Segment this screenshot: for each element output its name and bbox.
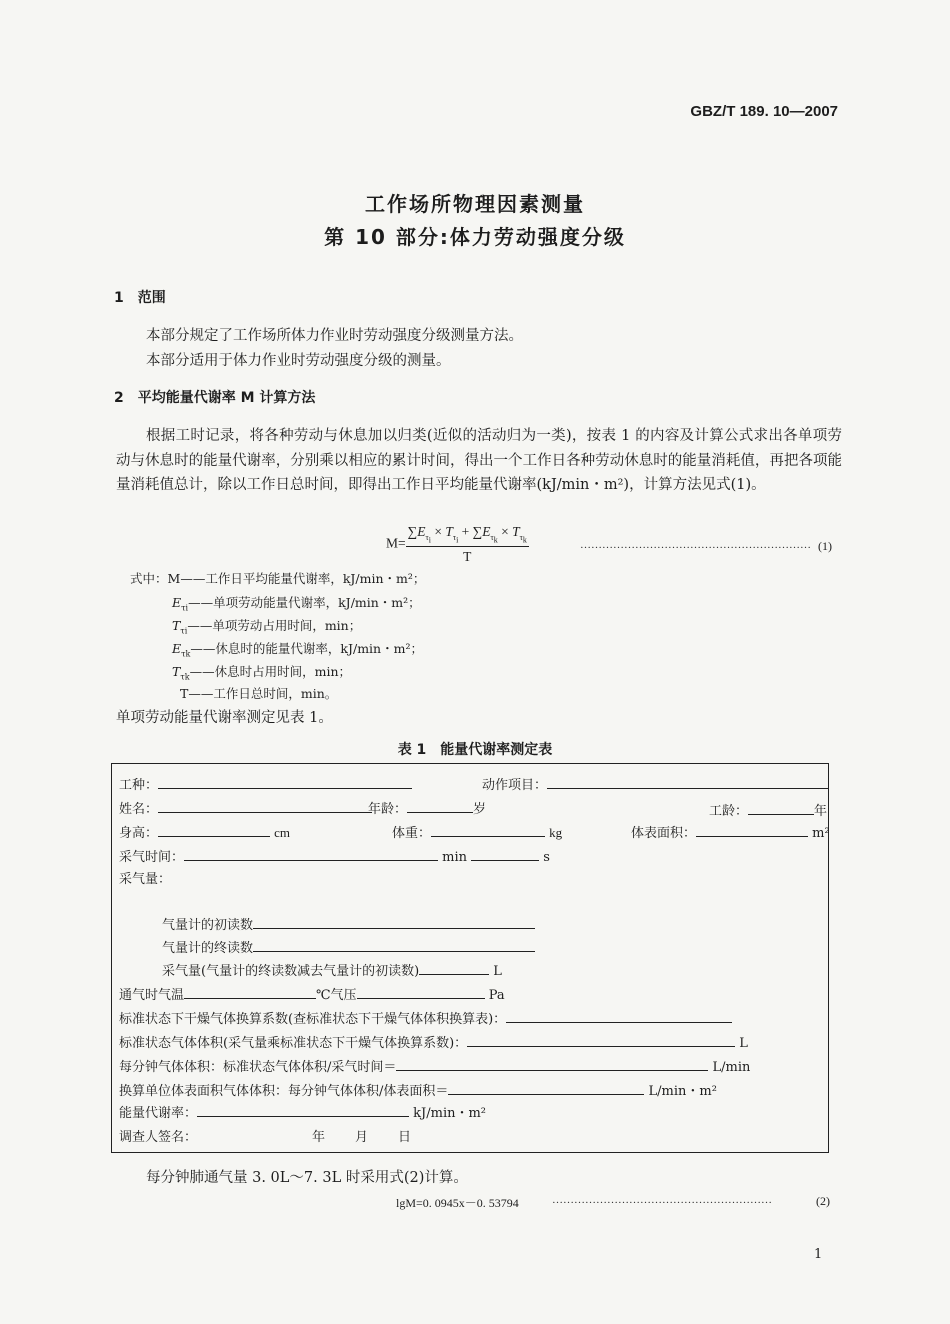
section-1-heading: 1 范围 bbox=[114, 290, 166, 306]
table-caption: 表 1 能量代谢率测定表 bbox=[397, 742, 553, 758]
formula-1-fraction bbox=[406, 524, 529, 565]
section-2-heading: 2 平均能量代谢率 M 计算方法 bbox=[114, 390, 316, 406]
seniority-field[interactable] bbox=[748, 802, 814, 815]
definition-e-tk: $E_{\tau k}——$休息时的能量代谢率，kJ/min・m²； bbox=[172, 641, 423, 659]
formula-1-dots: ……………………………………………………… bbox=[580, 539, 811, 551]
sampling-volume-label: 采气量： bbox=[119, 872, 172, 887]
definition-t-tk: $T_{\tau k}——$休息时占用时间，min； bbox=[172, 664, 352, 682]
page-number: 1 bbox=[814, 1247, 823, 1262]
age-row: 年龄： 岁 bbox=[368, 802, 487, 817]
name-row: 姓名： bbox=[119, 798, 372, 817]
title-line-1: 工作场所物理因素测量 bbox=[365, 192, 585, 216]
sampling-time-min-field[interactable] bbox=[184, 848, 438, 861]
formula-2-number: (2) bbox=[816, 1194, 830, 1208]
section-1-para-1: 本部分规定了工作场所体力作业时劳动强度分级测量方法。 bbox=[146, 328, 523, 344]
per-minute-field[interactable] bbox=[396, 1058, 708, 1071]
formula-1-number: (1) bbox=[818, 539, 832, 553]
date-row: 年 月 日 bbox=[312, 1130, 412, 1145]
meter-initial-row: 气量计的初读数 bbox=[162, 914, 535, 933]
std-volume-row: 标准状态气体体积(采气量乘标准状态下干燥气体换算系数)： L bbox=[119, 1036, 748, 1051]
meter-final-field[interactable] bbox=[253, 939, 535, 952]
std-volume-field[interactable] bbox=[467, 1034, 735, 1047]
standard-code: GBZ/T 189. 10—2007 bbox=[690, 103, 838, 120]
title-line-2: 第 10 部分:体力劳动强度分级 bbox=[324, 225, 626, 249]
pressure-field[interactable] bbox=[357, 986, 485, 999]
job-type-field[interactable] bbox=[158, 776, 412, 789]
name-field[interactable] bbox=[158, 800, 372, 813]
volume-calc-row: 采气量(气量计的终读数减去气量计的初读数) L bbox=[162, 964, 502, 979]
definition-t-ti: $T_{\tau i}——$单项劳动占用时间，min； bbox=[172, 618, 362, 636]
section-1-para-2: 本部分适用于体力作业时劳动强度分级的测量。 bbox=[146, 353, 451, 369]
section-2-paragraph: 根据工时记录，将各种劳动与休息加以归类(近似的活动归为一类)，按表 1 的内容及计算公式求出各单项劳动与休息时的能量代谢率，分别乘以相应的累计时间，得出一个工作日各种劳动休息时的能量消耗值，再把各项能量消耗值总计，除以工作日总时间，即得出工作日平均能量代谢率(kJ/min・m²)，计算方法见式(1)。 bbox=[116, 428, 842, 493]
formula-1-denominator: T bbox=[463, 549, 472, 565]
definition-t: T——工作日总时间，min。 bbox=[180, 686, 338, 701]
metabolic-rate-field[interactable] bbox=[197, 1104, 409, 1117]
formula-1 bbox=[386, 524, 529, 565]
std-factor-field[interactable] bbox=[506, 1010, 732, 1023]
weight-row: 体重： kg bbox=[392, 825, 563, 841]
def-symbol-M: M bbox=[167, 571, 181, 586]
formula-2-dots: …………………………………………………… bbox=[552, 1194, 772, 1206]
meter-initial-field[interactable] bbox=[253, 916, 535, 929]
per-area-field[interactable] bbox=[448, 1082, 644, 1095]
action-item-field[interactable] bbox=[547, 776, 829, 789]
formula-2: lgM=0. 0945x－0. 53794 bbox=[396, 1196, 519, 1210]
per-area-row: 换算单位体表面积气体体积：每分钟气体体积/体表面积＝ L/min・m² bbox=[119, 1084, 717, 1099]
footer-paragraph: 每分钟肺通气量 3. 0L～7. 3L 时采用式(2)计算。 bbox=[146, 1170, 468, 1186]
metabolic-rate-row: 能量代谢率： kJ/min・m² bbox=[119, 1106, 487, 1121]
table-note: 单项劳动能量代谢率测定见表 1。 bbox=[116, 710, 333, 726]
formula-1-lhs: M= bbox=[386, 535, 406, 551]
volume-calc-field[interactable] bbox=[419, 962, 489, 975]
weight-field[interactable] bbox=[431, 824, 545, 837]
formula-1-numerator: $\sum E_{\tau_i} \times T_{\tau_i} + \sum E_{\tau_k} \times T_{\tau_k}$ bbox=[406, 524, 529, 547]
investigator-row: 调查人签名： bbox=[119, 1130, 198, 1145]
air-temp-field[interactable] bbox=[184, 986, 316, 999]
sampling-time-s-field[interactable] bbox=[471, 848, 539, 861]
def-text-M: ——工作日平均能量代谢率，kJ/min・m²； bbox=[180, 571, 426, 586]
definition-e-ti: $E_{\tau i}——$单项劳动能量代谢率，kJ/min・m²； bbox=[172, 595, 421, 613]
meter-final-row: 气量计的终读数 bbox=[162, 937, 535, 956]
air-temp-row: 通气时气温 ℃气压 Pa bbox=[119, 988, 505, 1003]
std-factor-row: 标准状态下干燥气体换算系数(查标准状态下干燥气体体积换算表)： bbox=[119, 1008, 732, 1027]
body-area-field[interactable] bbox=[696, 824, 808, 837]
metabolic-rate-form bbox=[111, 763, 829, 1153]
definition-intro: 式中：M——工作日平均能量代谢率，kJ/min・m²； bbox=[130, 571, 426, 586]
per-minute-row: 每分钟气体体积：标准状态气体体积/采气时间＝ L/min bbox=[119, 1060, 751, 1075]
age-field[interactable] bbox=[407, 800, 473, 813]
height-row: 身高： cm bbox=[119, 825, 291, 841]
seniority-row: 工龄： 年 bbox=[709, 804, 828, 819]
job-type-row: 工种： bbox=[119, 774, 412, 793]
action-item-row: 动作项目： bbox=[482, 774, 829, 793]
body-area-row: 体表面积： m² bbox=[631, 826, 830, 841]
height-field[interactable] bbox=[158, 824, 270, 837]
sampling-time-row: 采气时间： min s bbox=[119, 850, 550, 865]
